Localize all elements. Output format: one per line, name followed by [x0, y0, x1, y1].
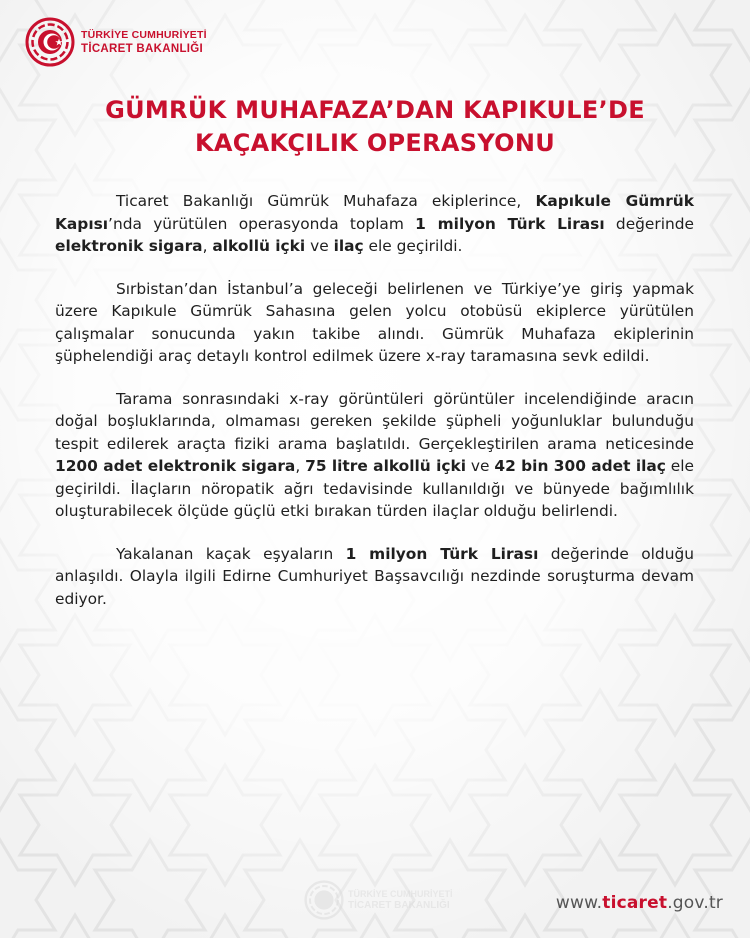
p1-bold-4: alkollü içki [212, 237, 306, 255]
p4-text-1: Yakalanan kaçak eşyaların [116, 544, 346, 563]
paragraph-3 [55, 388, 694, 523]
url-brand: ticaret [602, 893, 668, 913]
paragraph-4 [55, 543, 694, 611]
p1-text-4: , [202, 237, 213, 255]
title-line-2: KAÇAKÇILIK OPERASYONU [194, 129, 556, 157]
p1-bold-1: Kapıkule Gümrük Kapısı [55, 192, 694, 233]
p4-text-2: değerinde olduğu anlaşıldı. Olayla ilgili Edirne Cumhuriyet Başsavcılığı nezdinde soruşturma devam ediyor. [55, 544, 694, 608]
p1-bold-2: 1 milyon Türk Lirası [415, 214, 605, 233]
logo-line-1: TÜRKİYE CUMHURİYETİ [81, 29, 207, 41]
p3-text-4: ele geçirildi. İlaçların nöropatik ağrı tedavisinde kullanıldığı ve bünyede bağımlılık oluşturabilecek ölçüde güçlü etki bırakan türden ilaçlar olduğu belirlendi. [55, 457, 694, 520]
p1-text-2: ’nda yürütülen operasyonda toplam [108, 214, 416, 233]
url-suffix: .gov.tr [667, 893, 723, 913]
p3-text-3: ve [466, 457, 495, 475]
p1-text-3: değerinde [604, 214, 694, 233]
p1-text-1: Ticaret Bakanlığı Gümrük Muhafaza ekiplerince, [116, 192, 536, 210]
p3-text-1: Tarama sonrasındaki x-ray görüntüleri görüntüler incelendiğinde aracın doğal boşluklarında, olmaması gereken şekilde şüpheli yoğunluklar bulunduğu tespit edilerek araçta fiziki arama başlatıldı. Gerçekleştirilen arama neticesinde [55, 389, 694, 453]
page-title [40, 94, 710, 160]
p3-bold-3: 42 bin 300 adet ilaç [494, 457, 666, 475]
p1-bold-3: elektronik sigara [55, 237, 203, 255]
footer-logo-line-2: TİCARET BAKANLIĞI [348, 900, 450, 911]
logo-line-2: TİCARET BAKANLIĞI [81, 43, 204, 55]
website-url[interactable] [556, 893, 723, 913]
p1-bold-5: ilaç [333, 237, 364, 255]
footer-logo-watermark [304, 880, 453, 920]
title-line-1: GÜMRÜK MUHAFAZA’DAN KAPIKULE’DE [105, 96, 645, 124]
p4-bold-1: 1 milyon Türk Lirası [345, 544, 539, 563]
p1-text-6: ele geçirildi. [363, 237, 463, 255]
paragraph-1 [55, 190, 694, 258]
footer-logo-line-1: TÜRKİYE CUMHURİYETİ [348, 889, 453, 899]
article-body [55, 190, 694, 630]
p3-text-2: , [295, 457, 306, 475]
header-logo [25, 17, 207, 67]
p3-bold-2: 75 litre alkollü içki [305, 457, 467, 475]
paragraph-2: Sırbistan’dan İstanbul’a geleceği belirlenen ve Türkiye’ye giriş yapmak üzere Kapıkule Gümrük Sahasına gelen yolcu otobüsü ekiplerce yürütülen çalışmalar sonucunda yakın takibe alındı. Gümrük Muhafaza ekiplerinin şüphelendiği araç detaylı kontrol edilmek üzere x-ray taramasına sevk edildi. [55, 279, 694, 365]
p1-text-5: ve [305, 237, 334, 255]
url-prefix: www. [555, 893, 603, 913]
p3-bold-1: 1200 adet elektronik sigara [55, 457, 296, 475]
ministry-emblem-icon [25, 17, 75, 67]
ministry-emblem-watermark-icon [304, 880, 344, 920]
